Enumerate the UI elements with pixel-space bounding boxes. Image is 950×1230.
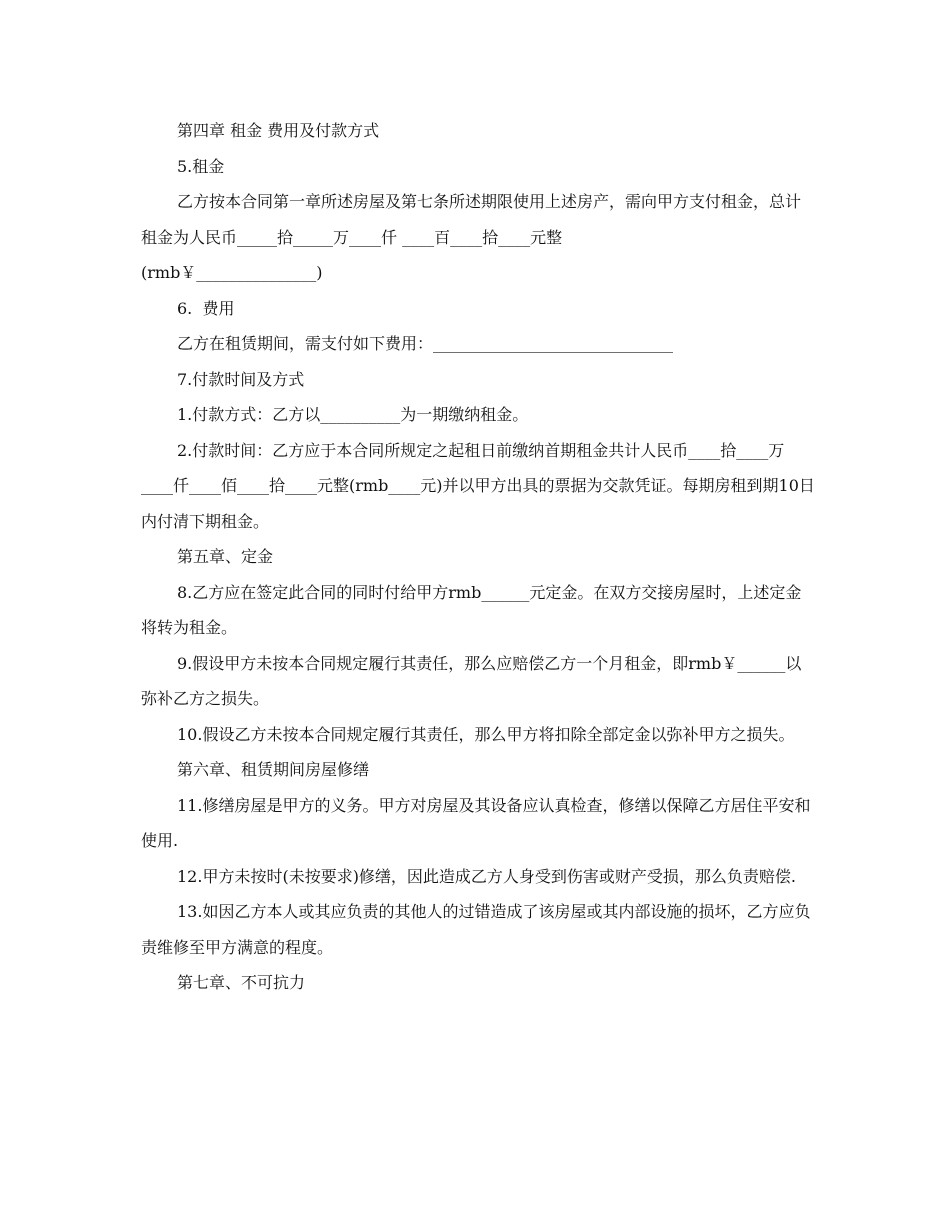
deposit-paragraph: 8.乙方应在签定此合同的同时付给甲方rmb______元定金。在双方交接房屋时，上述定金将转为租金。 [141,582,802,637]
document-body [141,113,816,1001]
tenant-breach-paragraph: 10.假设乙方未按本合同规定履行其责任，那么甲方将扣除全部定金以弥补甲方之损失。 [177,724,795,744]
chapter-4-heading: 第四章 租金 费用及付款方式 [177,121,380,140]
chapter-5-heading: 第五章、定金 [177,547,274,566]
chapter-7-heading: 第七章、不可抗力 [177,973,306,992]
repair-delay-paragraph: 12.甲方未按时(未按要求)修缮，因此造成乙方人身受到伤害或财产受损，那么负责赔偿. [177,866,797,886]
chapter-6-heading: 第六章、租赁期间房屋修缮 [177,760,370,779]
payment-time-paragraph: 2.付款时间：乙方应于本合同所规定之起租日前缴纳首期租金共计人民币____拾____万____仟____佰____拾____元整(rmb____元)并以甲方出具的票据为交款凭证。每期房租到期10日内付清下期租金。 [141,440,815,531]
repair-duty-paragraph: 11.修缮房屋是甲方的义务。甲方对房屋及其设备应认真检查，修缮以保障乙方居住平安和使用. [141,795,811,850]
payment-method-paragraph: 1.付款方式：乙方以__________为一期缴纳租金。 [177,405,529,424]
section-5-title: 5.租金 [177,156,225,176]
fees-paragraph: 乙方在租赁期间，需支付如下费用：______________________________ [177,334,674,353]
tenant-damage-paragraph: 13.如因乙方本人或其应负责的其他人的过错造成了该房屋或其内部设施的损坏，乙方应负责维修至甲方满意的程度。 [141,902,811,957]
section-7-title: 7.付款时间及方式 [177,369,305,389]
rent-rmb-amount: (rmb￥_______________) [141,263,323,282]
section-6-title: 6. 费用 [177,298,235,318]
rent-total-paragraph: 乙方按本合同第一章所述房屋及第七条所述期限使用上述房产，需向甲方支付租金，总计租金为人民币_____拾_____万____仟 ____百____拾____元整 [141,192,802,247]
landlord-breach-paragraph: 9.假设甲方未按本合同规定履行其责任，那么应赔偿乙方一个月租金，即rmb￥______以弥补乙方之损失。 [141,653,802,708]
